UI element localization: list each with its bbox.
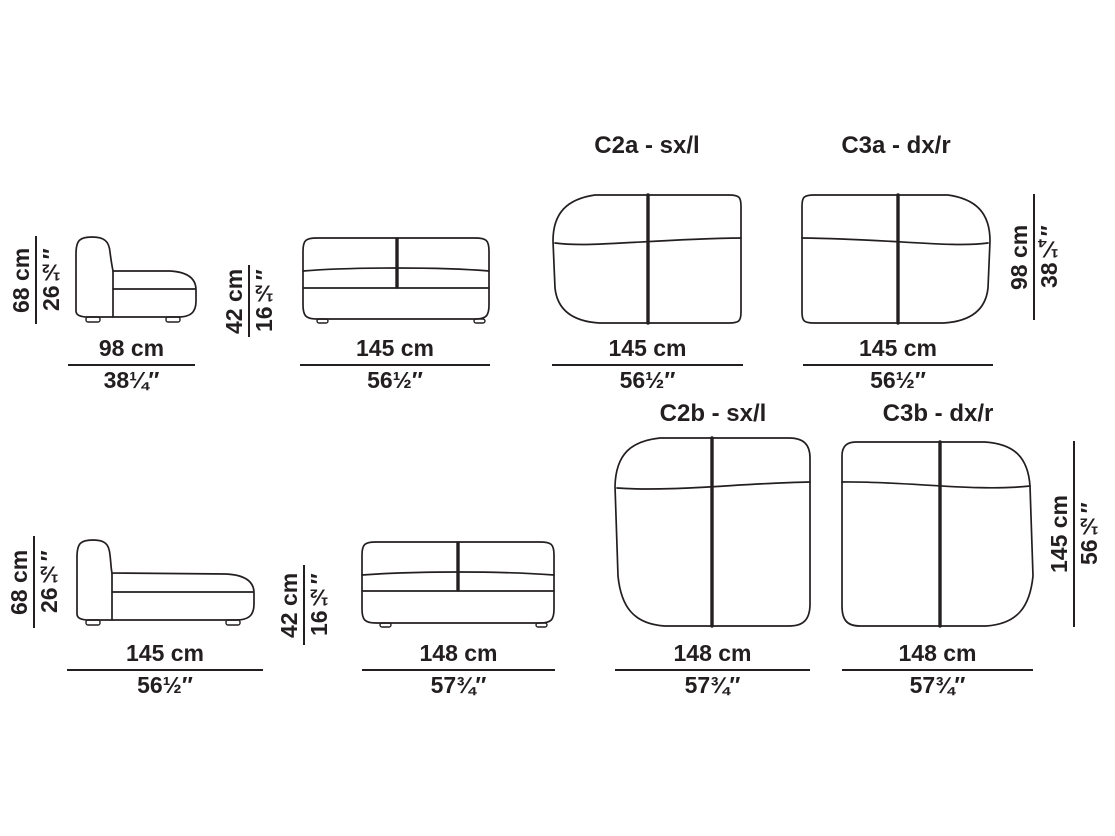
width-cm-label: 148 cm xyxy=(419,640,498,666)
dimension-line xyxy=(35,236,37,324)
height-inch-label: 26½″ xyxy=(36,550,62,614)
height-dimension xyxy=(222,265,276,337)
front-view-145-module-drawing xyxy=(301,235,491,327)
height-cm-label: 68 cm xyxy=(6,549,32,615)
module-title-c3a: C3a - dx/r xyxy=(841,132,951,159)
width-cm-label: 148 cm xyxy=(673,640,752,666)
width-dimension xyxy=(842,642,1033,697)
height-cm-label: 68 cm xyxy=(8,247,34,313)
dimension-line xyxy=(362,669,555,671)
module-title-c2b: C2b - sx/l xyxy=(659,400,767,427)
top-view-c3a-drawing xyxy=(800,193,992,325)
width-dimension xyxy=(552,337,743,392)
dimension-line xyxy=(1033,194,1035,320)
width-dimension xyxy=(803,337,993,392)
width-inch-label: 38¼″ xyxy=(103,367,160,393)
dimension-line xyxy=(300,364,490,366)
width-inch-label: 56½″ xyxy=(137,672,193,698)
width-cm-label: 145 cm xyxy=(858,335,937,361)
width-cm-label: 145 cm xyxy=(608,335,687,361)
depth-dimension xyxy=(1047,441,1101,627)
width-inch-label: 57¾″ xyxy=(684,672,741,698)
height-dimension xyxy=(277,565,331,645)
dimension-line xyxy=(1073,441,1075,627)
side-view-small-module-drawing xyxy=(66,232,198,326)
module-title-c2a: C2a - sx/l xyxy=(594,132,700,159)
width-inch-label: 57¾″ xyxy=(909,672,966,698)
dimension-line xyxy=(303,565,305,645)
width-dimension xyxy=(300,337,490,392)
height-inch-label: 16½″ xyxy=(306,573,332,637)
dimension-line xyxy=(842,669,1033,671)
dimension-line xyxy=(248,265,250,337)
depth-inch-label: 38¼″ xyxy=(1036,225,1062,289)
front-view-148-module-drawing xyxy=(360,539,556,631)
width-cm-label: 148 cm xyxy=(898,640,977,666)
width-cm-label: 98 cm xyxy=(98,335,165,361)
width-inch-label: 56½″ xyxy=(619,367,676,393)
top-view-c2a-drawing xyxy=(551,193,743,325)
dimension-line xyxy=(615,669,810,671)
width-dimension xyxy=(615,642,810,697)
height-cm-label: 42 cm xyxy=(276,572,302,638)
top-view-c3b-drawing xyxy=(840,436,1036,632)
depth-dimension xyxy=(1007,194,1061,320)
depth-cm-label: 145 cm xyxy=(1046,495,1072,574)
depth-inch-label: 56½″ xyxy=(1076,502,1102,566)
dimension-line xyxy=(67,669,263,671)
width-cm-label: 145 cm xyxy=(125,640,204,666)
dimension-line xyxy=(552,364,743,366)
width-inch-label: 57¾″ xyxy=(430,672,487,698)
width-dimension xyxy=(362,642,555,697)
height-inch-label: 26½″ xyxy=(38,248,64,312)
depth-cm-label: 98 cm xyxy=(1006,224,1032,290)
height-inch-label: 16½″ xyxy=(251,269,277,333)
width-dimension xyxy=(67,642,263,697)
dimension-line xyxy=(68,364,195,366)
height-cm-label: 42 cm xyxy=(221,268,247,334)
width-inch-label: 56½″ xyxy=(870,367,926,393)
height-dimension xyxy=(9,236,63,324)
module-title-c3b: C3b - dx/r xyxy=(882,400,994,427)
top-view-c2b-drawing xyxy=(613,436,813,632)
dimension-line xyxy=(803,364,993,366)
height-dimension xyxy=(7,536,61,628)
width-dimension xyxy=(68,337,195,392)
dimension-line xyxy=(33,536,35,628)
width-inch-label: 56½″ xyxy=(367,367,423,393)
width-cm-label: 145 cm xyxy=(355,335,434,361)
side-view-chaise-drawing xyxy=(66,535,262,629)
